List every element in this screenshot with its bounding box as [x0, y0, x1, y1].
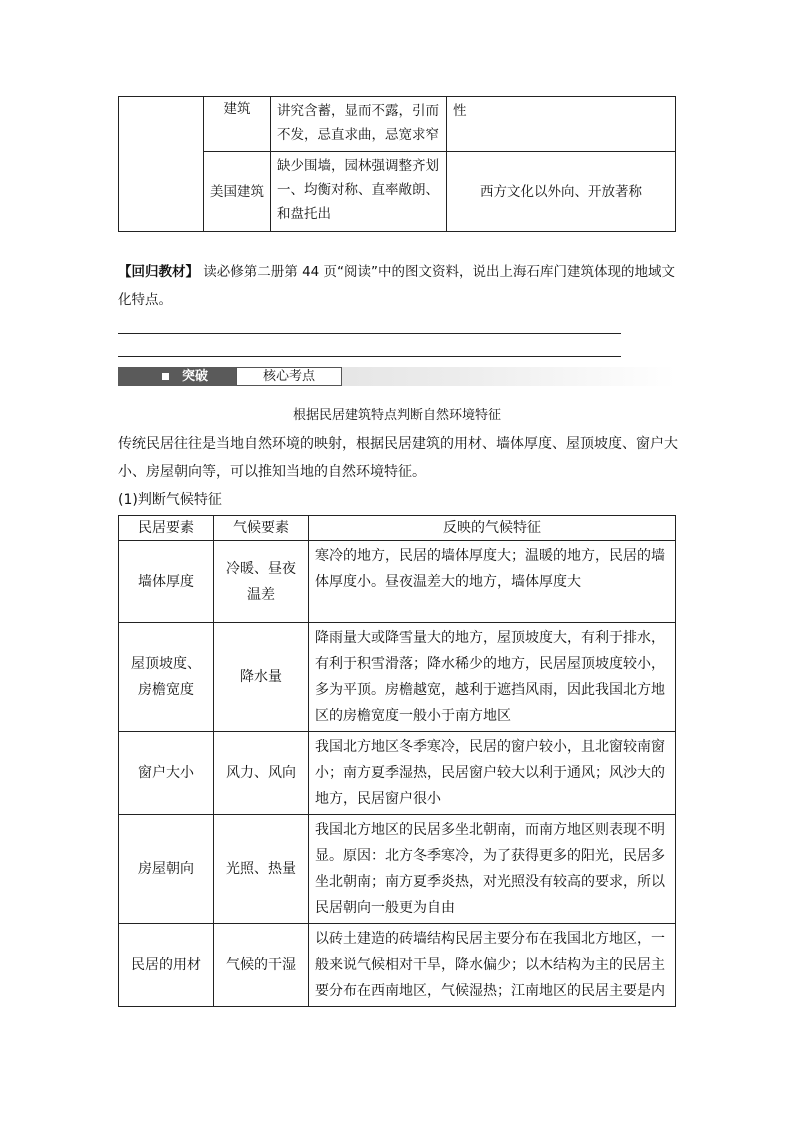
table-cell [119, 97, 204, 232]
factor-cell: 光照、热量 [214, 815, 309, 924]
feature-cell: 我国北方地区的民居多坐北朝南，而南方地区则表现不明显。原因：北方冬季寒冷，为了获得更多的阳光，民居多坐北朝南；南方夏季炎热，对光照没有较高的要求，所以民居朝向一般更为自由 [309, 815, 676, 924]
table-row [119, 541, 676, 623]
header-cell: 反映的气候特征 [309, 516, 676, 541]
factor-cell: 冷暖、昼夜温差 [214, 541, 309, 623]
answer-line [118, 333, 621, 334]
header-cell: 气候要素 [214, 516, 309, 541]
review-text: 读必修第二册第 44 页“阅读”中的图文资料，说出上海石库门建筑体现的地域文化特点。 [118, 264, 676, 308]
table-cell: 建筑 [204, 97, 271, 152]
element-cell: 民居的用材 [119, 924, 214, 1007]
review-label: 【回归教材】 [118, 264, 199, 280]
table-row [119, 732, 676, 815]
table-cell: 讲究含蓄，显而不露，引而不发，忌直求曲，忌宽求窄 [271, 97, 447, 152]
comparison-table-fragment [118, 96, 676, 232]
intro-paragraph: 传统民居往往是当地自然环境的映射，根据民居建筑的用材、墙体厚度、屋顶坡度、窗户大小、房屋朝向等，可以推知当地的自然环境特征。 [118, 436, 678, 480]
answer-line [118, 356, 621, 357]
table-cell: 缺少围墙，园林强调整齐划一、均衡对称、直率敞朗、和盘托出 [271, 152, 447, 232]
section-banner [118, 367, 676, 386]
banner-box-label: 核心考点 [236, 367, 342, 386]
header-cell: 民居要素 [119, 516, 214, 541]
factor-cell: 风力、风向 [214, 732, 309, 815]
feature-cell: 以砖土建造的砖墙结构民居主要分布在我国北方地区，一般来说气候相对干旱，降水偏少；以木结构为主的民居主要分布在西南地区，气候湿热；江南地区的民居主要是内 [309, 924, 676, 1007]
table-row [119, 97, 676, 152]
square-bullet-icon [162, 373, 169, 380]
table-header-row [119, 516, 676, 541]
table-row [119, 815, 676, 924]
element-cell: 墙体厚度 [119, 541, 214, 623]
review-textbook-prompt [118, 258, 678, 314]
banner-tag: 突破 [182, 369, 209, 384]
table-cell: 西方文化以外向、开放著称 [447, 152, 676, 232]
element-cell: 房屋朝向 [119, 815, 214, 924]
feature-cell: 我国北方地区冬季寒冷，民居的窗户较小，且北窗较南窗小；南方夏季湿热，民居窗户较大以利于通风；风沙大的地方，民居窗户很小 [309, 732, 676, 815]
table-row [119, 623, 676, 732]
section-subtitle: 根据民居建筑特点判断自然环境特征 [292, 408, 501, 423]
table-row [119, 924, 676, 1007]
feature-cell: 降雨量大或降雪量大的地方，屋顶坡度大，有利于排水，有利于积雪滑落；降水稀少的地方，民居屋顶坡度较小，多为平顶。房檐越宽，越利于遮挡风雨，因此我国北方地区的房檐宽度一般小于南方地区 [309, 623, 676, 732]
feature-cell: 寒冷的地方，民居的墙体厚度大；温暖的地方，民居的墙体厚度小。昼夜温差大的地方，墙体厚度大 [309, 541, 676, 623]
factor-cell: 降水量 [214, 623, 309, 732]
climate-feature-table [118, 515, 676, 1007]
table-cell: 美国建筑 [204, 152, 271, 232]
table-cell: 性 [447, 97, 676, 152]
element-cell: 窗户大小 [119, 732, 214, 815]
factor-cell: 气候的干湿 [214, 924, 309, 1007]
subheading: (1)判断气候特征 [118, 492, 222, 508]
element-cell: 屋顶坡度、房檐宽度 [119, 623, 214, 732]
